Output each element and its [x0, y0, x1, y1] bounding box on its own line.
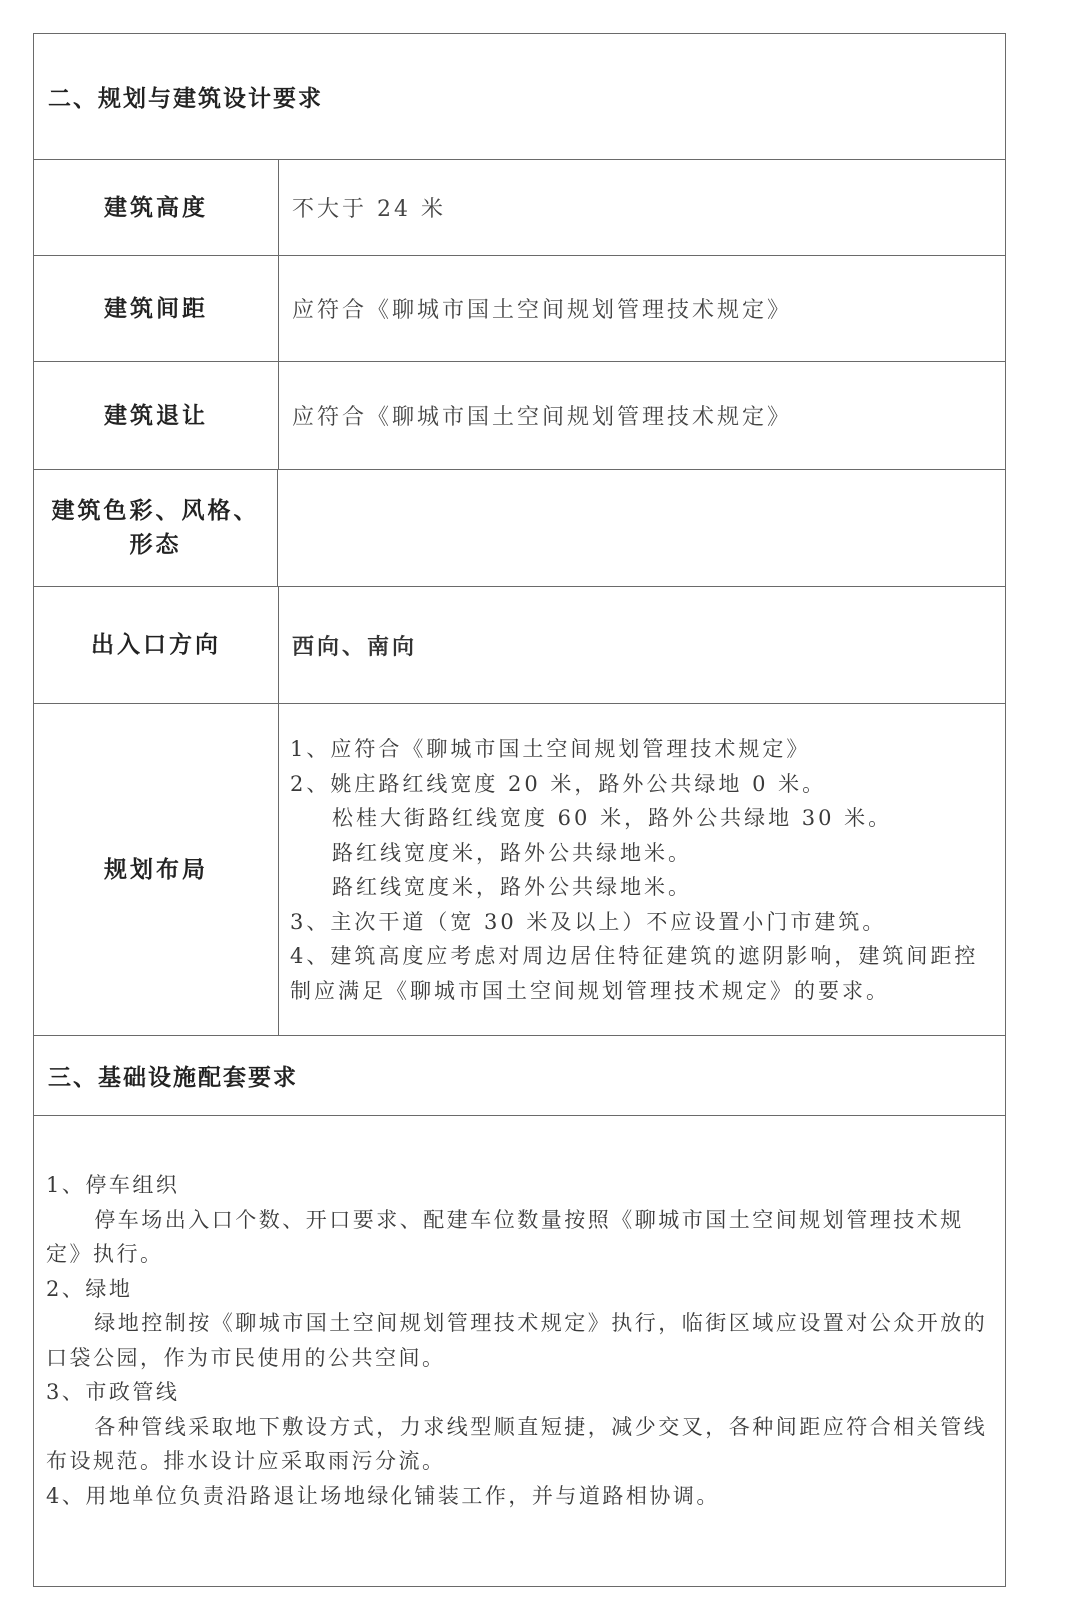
- layout-line: 3、主次干道（宽 30 米及以上）不应设置小门市建筑。: [290, 909, 887, 934]
- section2-header-row: [34, 34, 1005, 160]
- section3-content-row: [34, 1116, 1005, 1586]
- row-label-building-spacing: 建筑间距: [34, 256, 279, 361]
- layout-line: 4、建筑高度应考虑对周边居住特征建筑的遮阴影响，建筑间距控制应满足《聊城市国土空间规划管理技术规定》的要求。: [290, 944, 979, 1003]
- item-heading: 4、用地单位负责沿路退让场地绿化铺装工作，并与道路相协调。: [46, 1483, 720, 1508]
- table-row: [34, 160, 1005, 256]
- layout-line: 路红线宽度米，路外公共绿地米。: [332, 840, 692, 865]
- row-value-entrance-direction: 西向、南向: [292, 633, 418, 660]
- item-text: 各种管线采取地下敷设方式，力求线型顺直短捷，减少交叉，各种间距应符合相关管线布设规范。排水设计应采取雨污分流。: [46, 1414, 988, 1473]
- table-row: [34, 362, 1005, 470]
- row-value-building-setback: 应符合《聊城市国土空间规划管理技术规定》: [292, 405, 793, 430]
- layout-line: 2、姚庄路红线宽度 20 米，路外公共绿地 0 米。: [290, 771, 827, 796]
- section3-header-row: [34, 1036, 1005, 1116]
- row-value-building-height: 不大于 24 米: [292, 197, 446, 222]
- row-label-building-height: 建筑高度: [34, 160, 279, 255]
- item-heading: 1、停车组织: [46, 1173, 180, 1197]
- infrastructure-requirements: [46, 1168, 993, 1513]
- item-text: 绿地控制按《聊城市国土空间规划管理技术规定》执行，临街区域应设置对公众开放的口袋公园，作为市民使用的公共空间。: [46, 1311, 988, 1370]
- row-value-building-style: [292, 470, 995, 586]
- row-label-building-setback: 建筑退让: [34, 362, 279, 469]
- planning-layout-list: [290, 732, 987, 1035]
- requirements-table: [33, 33, 1006, 1587]
- table-row: [34, 704, 1005, 1036]
- layout-line: 1、应符合《聊城市国土空间规划管理技术规定》: [290, 737, 811, 761]
- table-row: [34, 470, 1005, 587]
- row-label-entrance-direction: 出入口方向: [34, 587, 279, 703]
- section2-title: 二、规划与建筑设计要求: [48, 85, 323, 112]
- item-heading: 3、市政管线: [46, 1380, 180, 1404]
- table-row: [34, 587, 1005, 704]
- layout-line: 路红线宽度米，路外公共绿地米。: [332, 875, 692, 899]
- row-value-building-spacing: 应符合《聊城市国土空间规划管理技术规定》: [292, 298, 793, 323]
- section3-title: 三、基础设施配套要求: [48, 1064, 298, 1091]
- row-label-building-style: 建筑色彩、风格、形态: [34, 470, 278, 586]
- row-label-planning-layout: 规划布局: [34, 704, 279, 1035]
- item-heading: 2、绿地: [46, 1276, 133, 1301]
- table-row: [34, 256, 1005, 362]
- item-text: 停车场出入口个数、开口要求、配建车位数量按照《聊城市国土空间规划管理技术规定》执行。: [46, 1207, 964, 1266]
- layout-line: 松桂大街路红线宽度 60 米，路外公共绿地 30 米。: [332, 806, 893, 830]
